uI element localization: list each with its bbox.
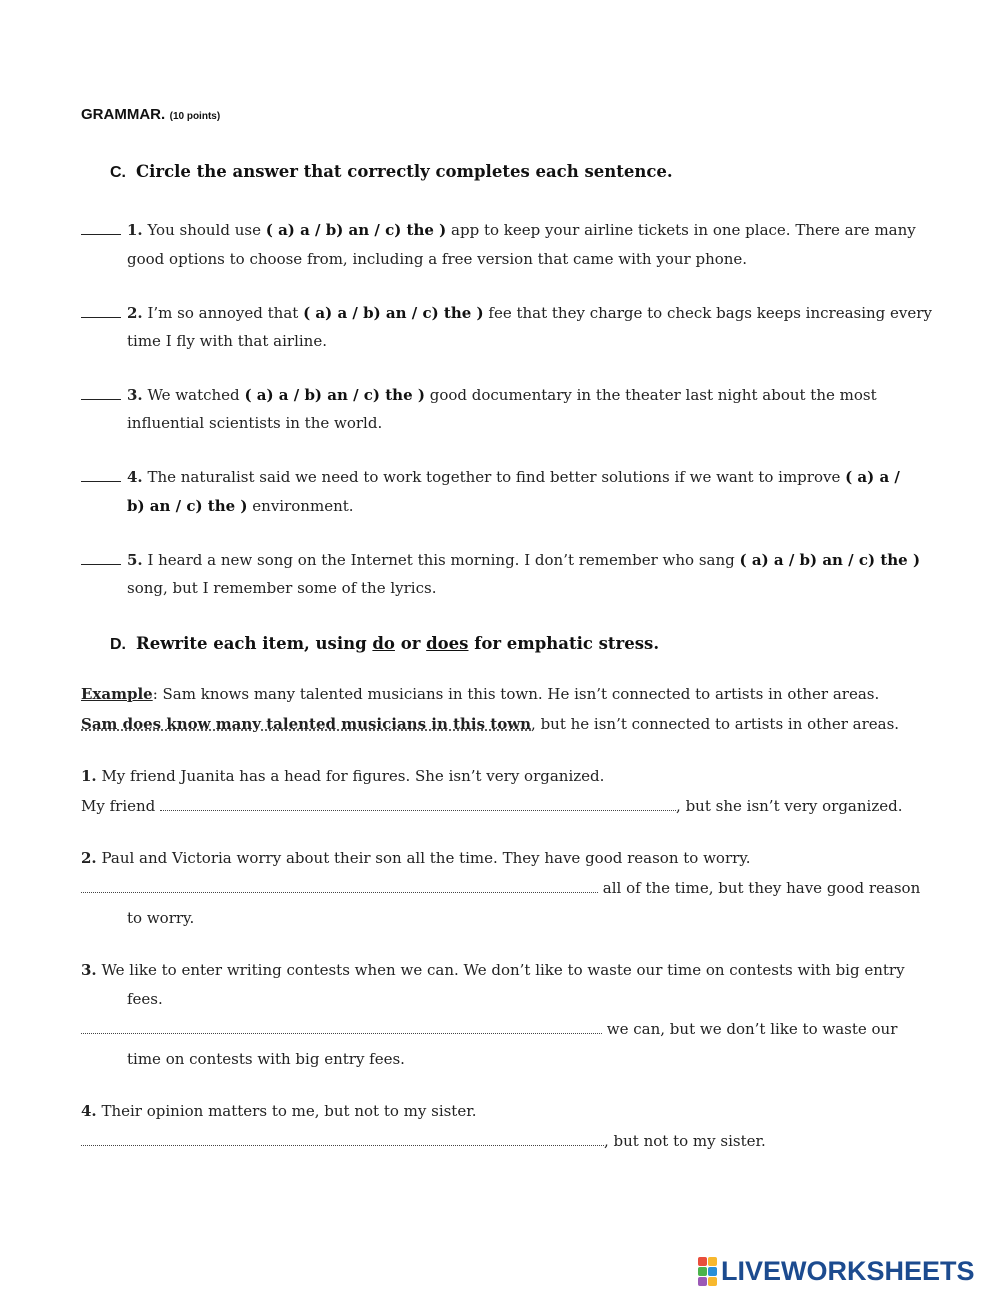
answer-options[interactable]: ( a) a /: [845, 468, 900, 486]
keyword-or: or: [400, 634, 421, 653]
answer-options[interactable]: ( a) a / b) an / c) the ): [265, 221, 447, 239]
question-number: 3.: [81, 961, 97, 979]
question-text: We like to enter writing contests when we can. We don’t like to waste our time on contests with big entry: [101, 961, 905, 979]
question-text: You should use: [147, 221, 261, 239]
question-d2: [81, 849, 751, 867]
example-label: Example: [81, 685, 153, 703]
answer-blank[interactable]: [81, 220, 121, 235]
section-d-heading: [110, 634, 659, 654]
question-number: 2.: [81, 849, 97, 867]
answer-options[interactable]: b) an / c) the ): [127, 497, 248, 515]
question-c2-line2: time I fly with that airline.: [127, 332, 327, 350]
question-c3: [81, 385, 877, 404]
question-text: environment.: [252, 497, 354, 515]
section-c-instruction: Circle the answer that correctly completes each sentence.: [136, 162, 673, 181]
title-text: GRAMMAR.: [81, 106, 166, 123]
answer-suffix: , but not to my sister.: [604, 1132, 766, 1150]
logo-mark-icon: [698, 1257, 717, 1286]
answer-blank[interactable]: [81, 550, 121, 565]
question-c4-line2: [127, 497, 354, 515]
question-c2: [81, 303, 932, 322]
question-d1: [81, 767, 604, 785]
question-text: My friend Juanita has a head for figures. She isn’t very organized.: [101, 767, 605, 785]
question-number: 1.: [127, 221, 143, 239]
question-number: 5.: [127, 551, 143, 569]
question-text: We watched: [147, 386, 240, 404]
points-text: (10 points): [169, 111, 221, 122]
question-number: 4.: [81, 1102, 97, 1120]
question-d3: [81, 961, 905, 979]
worksheet-title: [81, 106, 220, 124]
answer-suffix: we can, but we don’t like to waste our: [606, 1020, 898, 1038]
example-answer: [81, 715, 899, 733]
answer-options[interactable]: ( a) a / b) an / c) the ): [303, 304, 484, 322]
question-number: 2.: [127, 304, 143, 322]
liveworksheets-logo: [698, 1256, 975, 1287]
answer-d2-line2: to worry.: [127, 909, 195, 927]
question-d4: [81, 1102, 477, 1120]
answer-options[interactable]: ( a) a / b) an / c) the ): [739, 551, 921, 569]
answer-blank[interactable]: [81, 303, 121, 318]
example-answer-text: Sam does know many talented musicians in this town: [81, 715, 532, 733]
answer-suffix: all of the time, but they have good reason: [602, 879, 921, 897]
question-text: fee that they charge to check bags keeps increasing every: [488, 304, 932, 322]
answer-blank-line[interactable]: [81, 1021, 602, 1034]
question-c1-line2: good options to choose from, including a free version that came with your phone.: [127, 250, 748, 268]
question-c5: [81, 550, 920, 569]
answer-blank[interactable]: [81, 467, 121, 482]
section-d-instruction: Rewrite each item, using: [136, 634, 367, 653]
answer-blank-line[interactable]: [81, 1133, 604, 1146]
question-number: 1.: [81, 767, 97, 785]
section-c-heading: [110, 162, 673, 182]
answer-suffix: , but she isn’t very organized.: [676, 797, 903, 815]
answer-d3: [81, 1020, 897, 1038]
example-answer-rest: , but he isn’t connected to artists in other areas.: [531, 715, 900, 733]
answer-blank-line[interactable]: [160, 798, 676, 811]
keyword-do: do: [372, 634, 395, 653]
answer-d4: [81, 1132, 766, 1150]
answer-d3-line2: time on contests with big entry fees.: [127, 1050, 405, 1068]
question-text: Paul and Victoria worry about their son all the time. They have good reason to worry.: [101, 849, 751, 867]
logo-text: LIVEWORKSHEETS: [721, 1256, 975, 1286]
question-number: 4.: [127, 468, 143, 486]
answer-d1: [81, 797, 902, 815]
question-text: app to keep your airline tickets in one place. There are many: [451, 221, 916, 239]
question-text: I heard a new song on the Internet this morning. I don’t remember who sang: [147, 551, 735, 569]
question-text: I’m so annoyed that: [147, 304, 299, 322]
question-c4: [81, 467, 900, 486]
example-prompt: [81, 685, 879, 703]
answer-options[interactable]: ( a) a / b) an / c) the ): [244, 386, 425, 404]
answer-prefix: My friend: [81, 797, 156, 815]
question-text: The naturalist said we need to work together to find better solutions if we want to improve: [147, 468, 841, 486]
question-d3-line2: fees.: [127, 990, 163, 1008]
question-c3-line2: influential scientists in the world.: [127, 414, 383, 432]
answer-d2: [81, 879, 920, 897]
question-number: 3.: [127, 386, 143, 404]
question-c1: [81, 220, 916, 239]
keyword-does: does: [426, 634, 469, 653]
answer-blank-line[interactable]: [81, 880, 598, 893]
question-text: Their opinion matters to me, but not to my sister.: [101, 1102, 477, 1120]
section-d-instruction-end: for emphatic stress.: [474, 634, 660, 653]
question-c5-line2: song, but I remember some of the lyrics.: [127, 579, 437, 597]
answer-blank[interactable]: [81, 385, 121, 400]
example-text: : Sam knows many talented musicians in this town. He isn’t connected to artists in other areas.: [152, 685, 880, 703]
section-c-letter: C.: [110, 164, 126, 181]
section-d-letter: D.: [110, 636, 126, 653]
question-text: good documentary in the theater last night about the most: [429, 386, 877, 404]
